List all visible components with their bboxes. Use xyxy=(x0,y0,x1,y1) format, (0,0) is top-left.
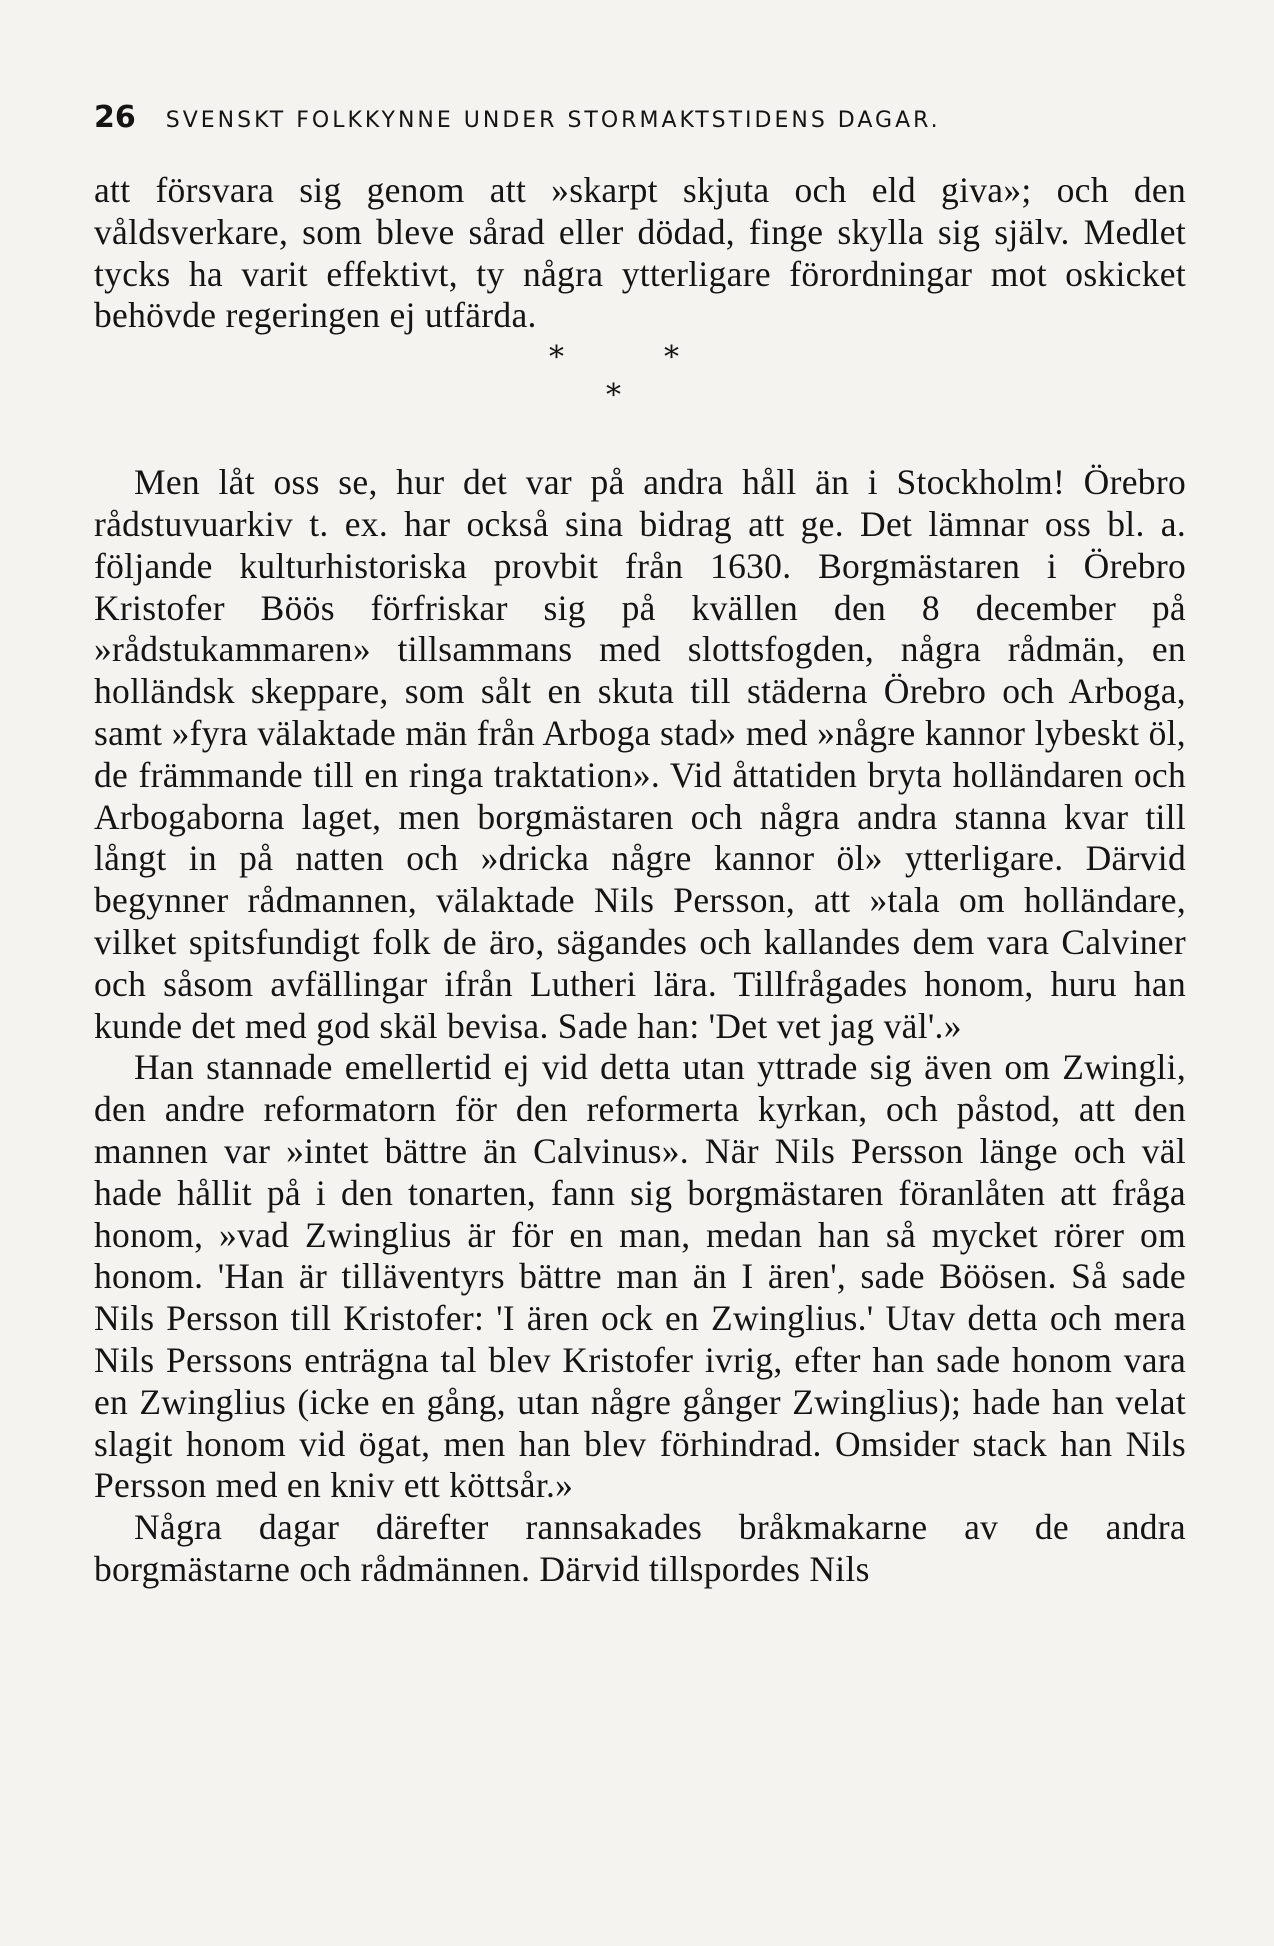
book-page xyxy=(94,100,1186,1591)
page-number: 26 xyxy=(94,100,136,135)
paragraph-4: Några dagar därefter rannsakades bråkmakarne av de andra borgmästarne och rådmännen. Därvid tillspordes Nils xyxy=(94,1507,1186,1589)
paragraph-3: Han stannade emellertid ej vid detta utan yttrade sig även om Zwingli, den andre reformatorn för den reformerta kyrkan, och påstod, att den mannen var »intet bättre än Calvinus». När Nils Persson länge och väl hade hållit på i den tonarten, fann sig borgmästaren föranlåten att fråga honom, »vad Zwinglius är för en man, medan han så mycket rörer om honom. 'Han är tilläventyrs bättre man än I ären', sade Böösen. Så sade Nils Persson till Kristofer: 'I ären ock en Zwinglius.' Utav detta och mera Nils Perssons enträgna tal blev Kristofer ivrig, efter han sade honom vara en Zwinglius (icke en gång, utan någre gånger Zwinglius); hade han velat slagit honom vid ögat, men han blev förhindrad. Omsider stack han Nils Persson med en kniv ett köttsår.» xyxy=(94,1047,1186,1506)
asterisk-ornament: * xyxy=(664,340,680,376)
paragraph-1: att försvara sig genom att »skarpt skjuta och eld giva»; och den våldsverkare, som bleve sårad eller dödad, finge skylla sig själv. Medlet tycks ha varit effektivt, ty några ytterligare förordningar mot oskicket behövde regeringen ej utfärda. xyxy=(94,170,1186,336)
paragraph-2: Men låt oss se, hur det var på andra håll än i Stockholm! Örebro rådstuvuarkiv t. ex. har också sina bidrag att ge. Det lämnar oss bl. a. följande kulturhistoriska provbit från 1630. Borgmästaren i Örebro Kristofer Böös förfriskar sig på kvällen den 8 december på »rådstukammaren» tillsammans med slottsfogden, några rådmän, en holländsk skeppare, som sålt en skuta till städerna Örebro och Arboga, samt »fyra välaktade män från Arboga stad» med »någre kannor lybeskt öl, de främmande till en ringa traktation». Vid åttatiden bryta holländaren och Arbogaborna laget, men borgmästaren och några andra stanna kvar till långt in på natten och »dricka någre kannor öl» ytterligare. Därvid begynner rådmannen, välaktade Nils Persson, att »tala om holländare, vilket spitsfundigt folk de äro, sägandes och kallandes dem vara Calviner och såsom avfällingar ifrån Lutheri lära. Tillfrågades honom, huru han kunde det med god skäl bevisa. Sade han: 'Det vet jag väl'.» xyxy=(94,462,1186,1046)
asterisk-ornament: * xyxy=(549,340,565,376)
body-text xyxy=(94,170,1186,1591)
section-break-asterism xyxy=(94,337,1186,462)
running-head: SVENSKT FOLKKYNNE UNDER STORMAKTSTIDENS DAGAR. xyxy=(165,108,941,133)
asterisk-ornament: * xyxy=(606,378,622,414)
page-header xyxy=(94,100,1186,150)
